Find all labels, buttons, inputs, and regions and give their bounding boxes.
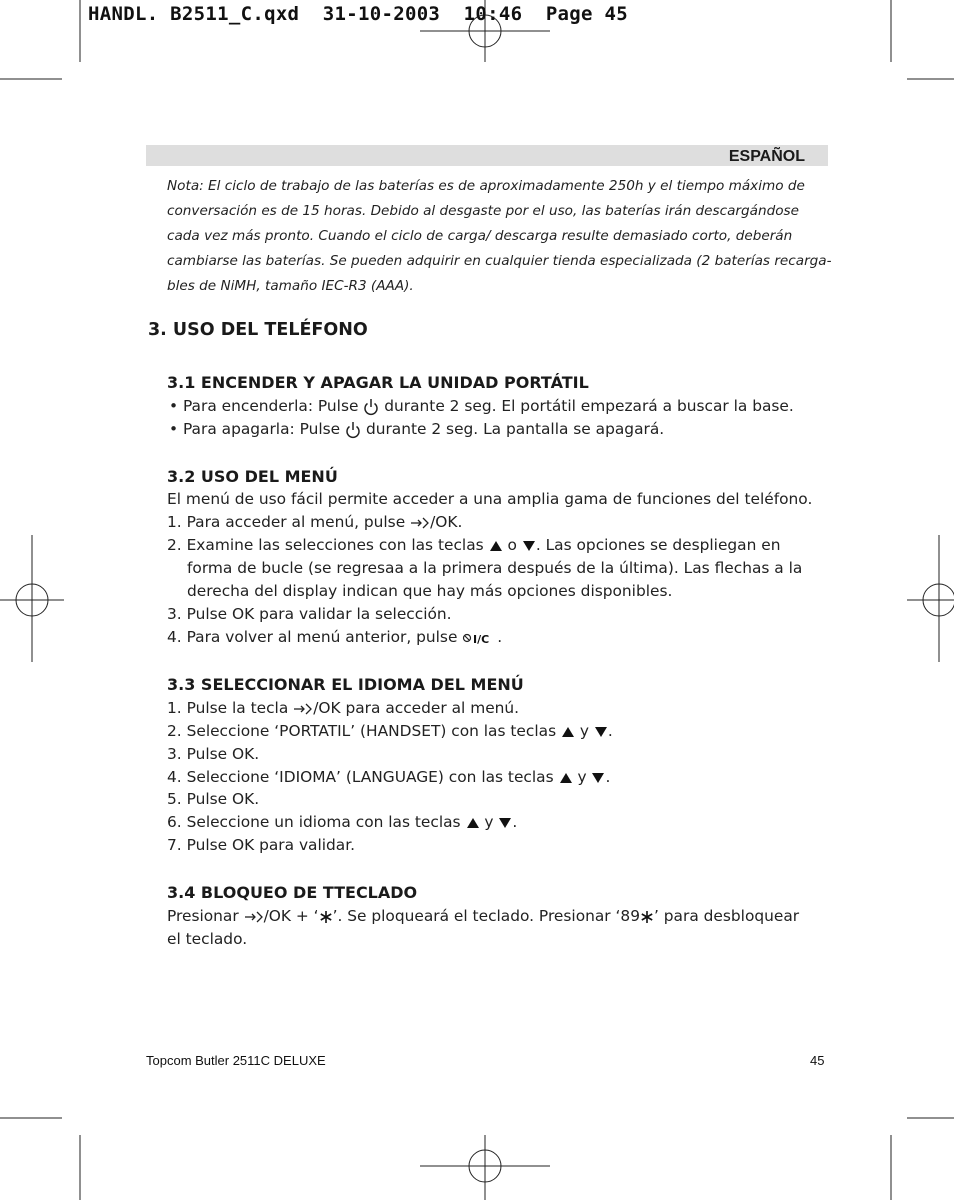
arrow-up-icon (561, 726, 575, 738)
subsection-title: 3.1 ENCENDER Y APAGAR LA UNIDAD PORTÁTIL (167, 373, 589, 392)
star-icon (319, 910, 333, 924)
paragraph-line: Presionar /OK + ‘ ’. Se ploqueará el teclado. Presionar ‘89 ’ para desbloquear (167, 907, 800, 925)
arrow-down-icon (522, 540, 536, 552)
footer-product: Topcom Butler 2511C DELUXE (146, 1053, 326, 1068)
note-line: cada vez más pronto. Cuando el ciclo de carga/ descarga resulte demasiado corto, deberán (167, 228, 793, 244)
paragraph-line: el teclado. (167, 930, 248, 948)
file-slug: HANDL. B2511_C.qxd 31-10-2003 10:46 Page 45 (88, 3, 628, 25)
arrow-down-icon (594, 726, 608, 738)
menu-ok-icon (410, 515, 430, 531)
arrow-up-icon (489, 540, 503, 552)
arrow-down-icon (498, 817, 512, 829)
note-line: bles de NiMH, tamaño IEC-R3 (AAA). (167, 278, 414, 294)
note-line: conversación es de 15 horas. Debido al desgaste por el uso, las baterías irán descargándose (167, 203, 799, 219)
list-item: 2. Seleccione ‘PORTATIL’ (HANDSET) con las teclas y . (167, 722, 613, 740)
power-icon (345, 421, 361, 439)
note-line: cambiarse las baterías. Se pueden adquirir en cualquier tienda especializada (2 baterías recarga- (167, 253, 832, 269)
list-item: 5. Pulse OK. (167, 790, 260, 808)
intercom-clear-icon (462, 631, 492, 645)
list-item: 1. Para acceder al menú, pulse /OK. (167, 513, 463, 531)
list-item-continued: derecha del display indican que hay más opciones disponibles. (187, 582, 673, 600)
subsection-title: 3.2 USO DEL MENÚ (167, 467, 338, 486)
section-title: 3. USO DEL TELÉFONO (148, 320, 368, 340)
list-item: • Para apagarla: Pulse durante 2 seg. La pantalla se apagará. (169, 420, 665, 438)
paragraph: El menú de uso fácil permite acceder a una amplia gama de funciones del teléfono. (167, 490, 813, 508)
subsection-title: 3.3 SELECCIONAR EL IDIOMA DEL MENÚ (167, 675, 524, 694)
arrow-down-icon (591, 772, 605, 784)
list-item: • Para encenderla: Pulse durante 2 seg. El portátil empezará a buscar la base. (169, 397, 794, 415)
list-item: 4. Para volver al menú anterior, pulse I/C . (167, 628, 503, 646)
list-item: 1. Pulse la tecla /OK para acceder al menú. (167, 699, 520, 717)
list-item-continued: forma de bucle (se regresaa a la primera después de la última). Las flechas a la (187, 559, 803, 577)
subsection-title: 3.4 BLOQUEO DE TTECLADO (167, 883, 418, 902)
battery-note (167, 174, 832, 299)
list-item: 2. Examine las selecciones con las teclas o . Las opciones se despliegan en (167, 536, 781, 554)
arrow-up-icon (559, 772, 573, 784)
power-icon (363, 398, 379, 416)
menu-ok-icon (244, 909, 264, 925)
star-icon (640, 910, 654, 924)
arrow-up-icon (466, 817, 480, 829)
language-label: ESPAÑOL (728, 148, 805, 165)
list-item: 3. Pulse OK para validar la selección. (167, 605, 452, 623)
list-item: 3. Pulse OK. (167, 745, 260, 763)
language-header-bar (146, 145, 828, 166)
list-item: 7. Pulse OK para validar. (167, 836, 356, 854)
page-number: 45 (810, 1053, 825, 1068)
svg-text:I/C: I/C (473, 632, 490, 645)
list-item: 6. Seleccione un idioma con las teclas y . (167, 813, 518, 831)
note-line: Nota: El ciclo de trabajo de las baterías es de aproximadamente 250h y el tiempo máximo de (167, 178, 805, 194)
menu-ok-icon (293, 701, 313, 717)
list-item: 4. Seleccione ‘IDIOMA’ (LANGUAGE) con las teclas y . (167, 768, 611, 786)
